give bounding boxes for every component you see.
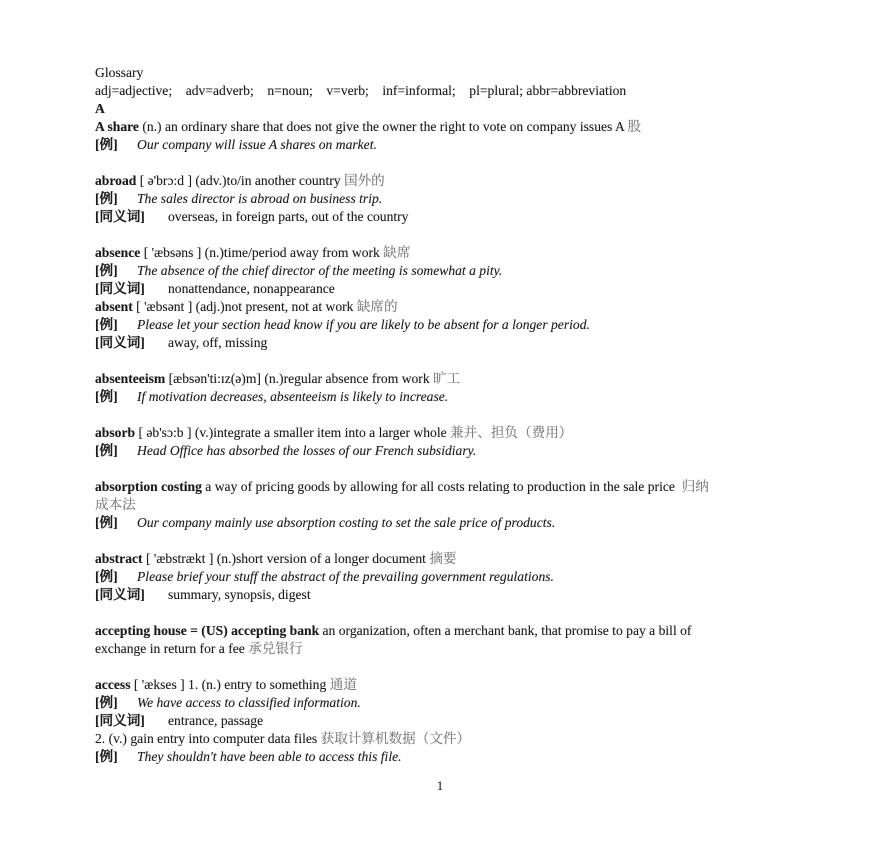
- text-segment: a way of pricing goods by allowing for all costs relating to production in the sale price: [201, 479, 682, 494]
- chinese-translation: 缺席: [383, 245, 411, 260]
- text-line: [95, 712, 795, 730]
- blank-line: [95, 154, 795, 172]
- text-line: [95, 82, 795, 100]
- text-line: [95, 586, 795, 604]
- text-segment: adj=adjective; adv=adverb; n=noun; v=verb; inf=informal; pl=plural; abbr=abbreviation: [95, 83, 627, 98]
- example-sentence: Head Office has absorbed the losses of our French subsidiary.: [137, 443, 477, 458]
- headword: abstract: [95, 551, 143, 566]
- example-sentence: Our company mainly use absorption costing to set the sale price of products.: [137, 515, 556, 530]
- headword: accepting house = (US) accepting bank: [95, 623, 320, 638]
- headword: absenteeism: [95, 371, 166, 386]
- headword: abroad: [95, 173, 137, 188]
- text-segment: summary, synopsis, digest: [168, 587, 311, 602]
- headword: access: [95, 677, 131, 692]
- page-number: 1: [436, 778, 444, 793]
- synonym-marker: [同义词]: [95, 335, 145, 350]
- blank-line: [95, 604, 795, 622]
- chinese-translation: 股: [627, 119, 642, 134]
- text-line: [95, 676, 795, 694]
- blank-line: [95, 532, 795, 550]
- text-segment: an organization, often a merchant bank, that promise to pay a bill of: [319, 623, 692, 638]
- example-sentence: The sales director is abroad on business trip.: [137, 191, 383, 206]
- headword: A: [95, 101, 105, 116]
- chinese-translation: 缺席的: [356, 299, 398, 314]
- synonym-marker: [同义词]: [95, 281, 145, 296]
- text-segment: [ ə'brɔ:d ] (adv.)to/in another country: [136, 173, 344, 188]
- text-line: [95, 208, 795, 226]
- text-segment: Glossary: [95, 65, 144, 80]
- example-marker: [例]: [95, 137, 118, 152]
- text-line: [95, 244, 795, 262]
- example-marker: [例]: [95, 263, 118, 278]
- text-line: [95, 748, 795, 766]
- text-segment: [ 'ækses ] 1. (n.) entry to something: [130, 677, 330, 692]
- example-marker: [例]: [95, 389, 118, 404]
- text-segment: (n.) an ordinary share that does not give the owner the right to vote on company issues A: [138, 119, 628, 134]
- text-line: [95, 100, 795, 118]
- example-sentence: The absence of the chief director of the meeting is somewhat a pity.: [137, 263, 503, 278]
- example-marker: [例]: [95, 569, 118, 584]
- blank-line: [95, 352, 795, 370]
- example-sentence: They shouldn't have been able to access this file.: [137, 749, 402, 764]
- blank-line: [95, 406, 795, 424]
- text-segment: exchange in return for a fee: [95, 641, 249, 656]
- chinese-translation: 摘要: [429, 551, 457, 566]
- text-line: [95, 172, 795, 190]
- headword: absence: [95, 245, 141, 260]
- example-sentence: Our company will issue A shares on market.: [137, 137, 377, 152]
- text-segment: away, off, missing: [168, 335, 268, 350]
- chinese-translation: 归纳: [681, 479, 709, 494]
- chinese-translation: 兼并、担负（费用）: [450, 425, 573, 440]
- example-marker: [例]: [95, 191, 118, 206]
- chinese-translation: 获取计算机数据（文件）: [320, 731, 471, 746]
- text-line: [95, 388, 795, 406]
- text-line: [95, 568, 795, 586]
- blank-line: [95, 460, 795, 478]
- text-line: [95, 622, 795, 640]
- headword: A share: [95, 119, 139, 134]
- example-sentence: We have access to classified information.: [137, 695, 361, 710]
- text-segment: overseas, in foreign parts, out of the country: [168, 209, 409, 224]
- text-line: [95, 370, 795, 388]
- text-line: [95, 442, 795, 460]
- text-segment: [ 'æbsəns ] (n.)time/period away from work: [140, 245, 384, 260]
- blank-line: [95, 658, 795, 676]
- text-line: [95, 550, 795, 568]
- text-line: [95, 280, 795, 298]
- text-line: [95, 694, 795, 712]
- text-line: [95, 118, 795, 136]
- headword: absorption costing: [95, 479, 202, 494]
- example-marker: [例]: [95, 317, 118, 332]
- synonym-marker: [同义词]: [95, 587, 145, 602]
- synonym-marker: [同义词]: [95, 713, 145, 728]
- text-segment: [ 'æbsənt ] (adj.)not present, not at work: [132, 299, 357, 314]
- text-line: [95, 136, 795, 154]
- text-line: [95, 730, 795, 748]
- example-sentence: If motivation decreases, absenteeism is likely to increase.: [137, 389, 449, 404]
- chinese-translation: 国外的: [343, 173, 385, 188]
- text-line: [95, 334, 795, 352]
- headword: absorb: [95, 425, 136, 440]
- text-line: [95, 190, 795, 208]
- text-line: [95, 298, 795, 316]
- chinese-translation: 旷工: [433, 371, 461, 386]
- text-line: [95, 514, 795, 532]
- example-sentence: Please let your section head know if you are likely to be absent for a longer period.: [137, 317, 590, 332]
- example-marker: [例]: [95, 443, 118, 458]
- example-marker: [例]: [95, 695, 118, 710]
- text-line: [95, 478, 795, 496]
- text-line: [95, 496, 795, 514]
- text-segment: [æbsən'ti:ɪz(ə)m] (n.)regular absence from work: [165, 371, 434, 386]
- example-sentence: Please brief your stuff the abstract of the prevailing government regulations.: [137, 569, 554, 584]
- example-marker: [例]: [95, 515, 118, 530]
- text-segment: nonattendance, nonappearance: [168, 281, 335, 296]
- text-line: [95, 640, 795, 658]
- text-line: [95, 64, 795, 82]
- text-segment: [ əb'sɔ:b ] (v.)integrate a smaller item into a larger whole: [135, 425, 451, 440]
- text-segment: 2. (v.) gain entry into computer data files: [95, 731, 321, 746]
- synonym-marker: [同义词]: [95, 209, 145, 224]
- chinese-translation: 承兑银行: [248, 641, 303, 656]
- chinese-translation: 通道: [329, 677, 357, 692]
- chinese-translation: 成本法: [95, 497, 136, 512]
- example-marker: [例]: [95, 749, 118, 764]
- text-line: [95, 262, 795, 280]
- blank-line: [95, 226, 795, 244]
- text-segment: entrance, passage: [168, 713, 264, 728]
- text-segment: [ 'æbstrækt ] (n.)short version of a longer document: [142, 551, 430, 566]
- headword: absent: [95, 299, 133, 314]
- text-line: [95, 424, 795, 442]
- text-body: [95, 64, 795, 766]
- text-line: [95, 316, 795, 334]
